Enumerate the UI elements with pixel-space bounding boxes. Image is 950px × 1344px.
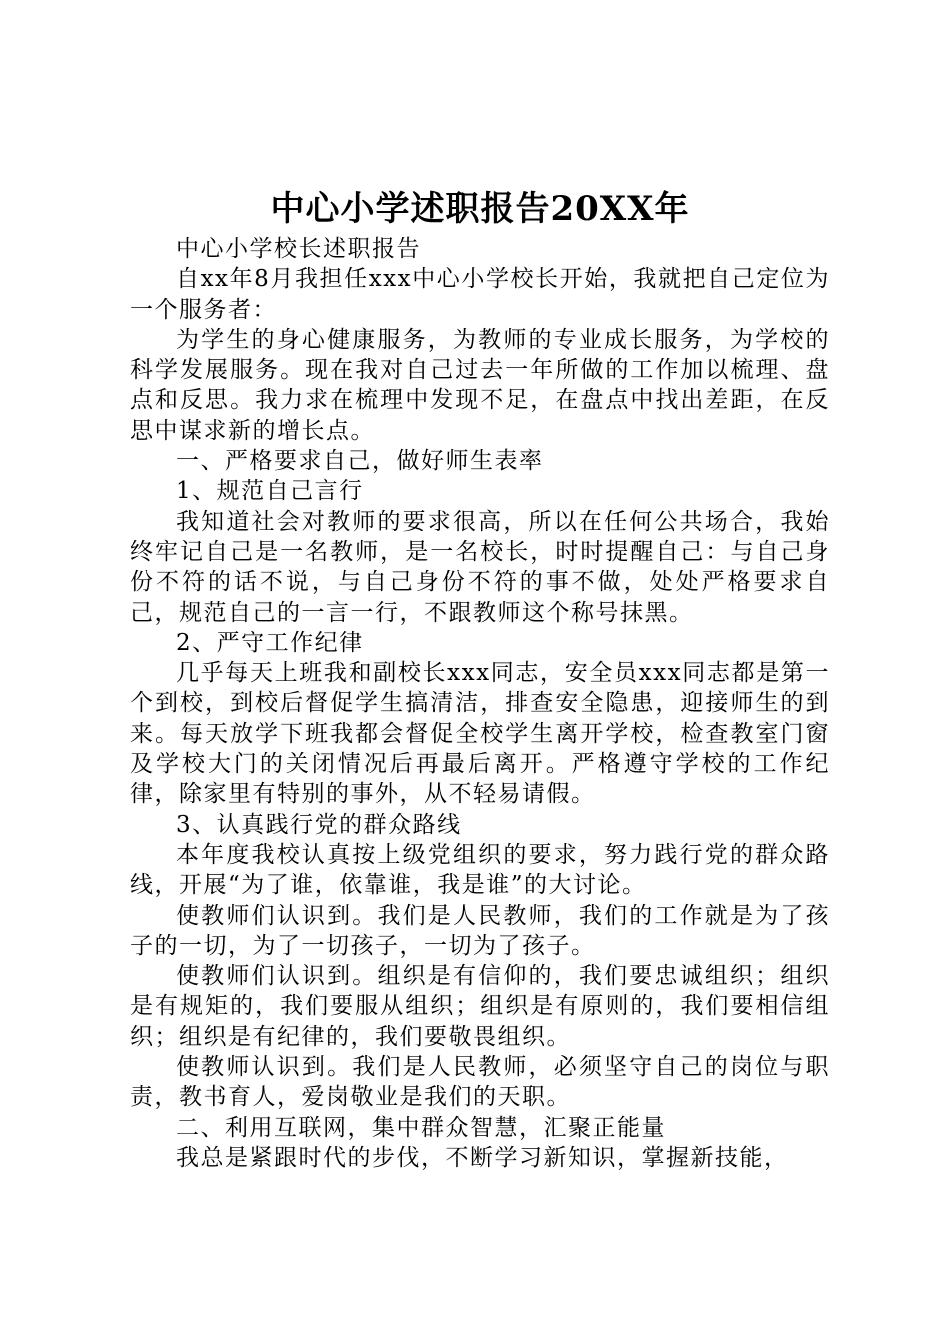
paragraph: 本年度我校认真按上级党组织的要求，努力践行党的群众路线，开展“为了谁，依靠谁，我是谁”的大讨论。 [130, 841, 830, 899]
document-page [130, 186, 830, 1173]
paragraph: 我总是紧跟时代的步伐，不断学习新知识，掌握新技能， [176, 1144, 789, 1171]
paragraph: 使教师们认识到。组织是有信仰的，我们要忠诚组织；组织是有规矩的，我们要服从组织；组织是有原则的，我们要相信组织；组织是有纪律的，我们要敬畏组织。 [130, 963, 830, 1050]
section-heading: 二、利用互联网，集中群众智慧，汇聚正能量 [176, 1114, 666, 1141]
section-heading: 一、严格要求自己，做好师生表率 [176, 448, 544, 475]
paragraph: 自xx年8月我担任xxx中心小学校长开始，我就把自己定位为一个服务者： [130, 266, 830, 323]
paragraph-subtitle: 中心小学校长述职报告 [176, 236, 421, 262]
subsection-heading: 1、规范自己言行 [176, 478, 364, 505]
subsection-heading: 3、认真践行党的群众路线 [176, 811, 462, 838]
paragraph: 为学生的身心健康服务，为教师的专业成长服务，为学校的科学发展服务。现在我对自己过去一年所做的工作加以梳理、盘点和反思。我力求在梳理中发现不足，在盘点中找出差距，在反思中谋求新的增长点。 [130, 326, 830, 444]
paragraph: 使教师们认识到。我们是人民教师，我们的工作就是为了孩子的一切，为了一切孩子，一切为了孩子。 [130, 902, 830, 959]
paragraph: 使教师认识到。我们是人民教师，必须坚守自己的岗位与职责，教书育人，爱岗敬业是我们的天职。 [130, 1054, 830, 1111]
paragraph: 几乎每天上班我和副校长xxx同志，安全员xxx同志都是第一个到校，到校后督促学生搞清洁，排查安全隐患，迎接师生的到来。每天放学下班我都会督促全校学生离开学校，检查教室门窗及学校大门的关闭情况后再最后离开。严格遵守学校的工作纪律，除家里有特别的事外，从不轻易请假。 [130, 660, 830, 808]
paragraph: 我知道社会对教师的要求很高，所以在任何公共场合，我始终牢记自己是一名教师，是一名校长，时时提醒自己：与自己身份不符的话不说，与自己身份不符的事不做，处处严格要求自己，规范自己的一言一行，不跟教师这个称号抹黑。 [130, 508, 830, 626]
document-title: 中心小学述职报告20XX年 [270, 189, 690, 229]
subsection-heading: 2、严守工作纪律 [176, 629, 364, 656]
